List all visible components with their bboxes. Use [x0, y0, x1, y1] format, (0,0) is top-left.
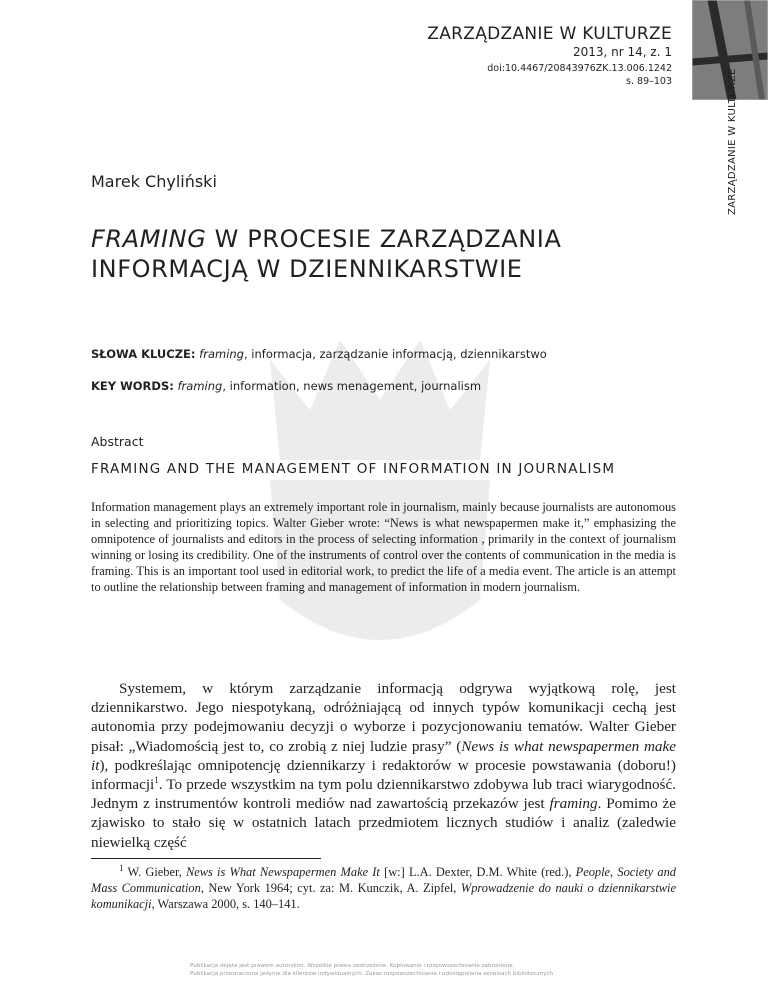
author-name: Marek Chyliński — [91, 172, 217, 191]
footnote-text-4: , Warszawa 2000, s. 140–141. — [151, 897, 300, 911]
journal-pages: s. 89–103 — [626, 76, 672, 87]
journal-issue: 2013, nr 14, z. 1 — [573, 45, 672, 59]
body-text-2: ), podkreślając omnipotencję dziennikarzy i redaktorów w procesie powstawania (doboru!) informacji — [91, 756, 676, 794]
body-italic-1: News is what newspapermen make it — [91, 737, 677, 774]
notice-line-1: Publikacja objęta jest prawem autorskim. Wszelkie prawa zastrzeżone. Kopiowanie i rozpowszechnianie zabronione. — [190, 963, 515, 969]
keywords-en — [91, 379, 691, 393]
abstract-heading: FRAMING AND THE MANAGEMENT OF INFORMATION IN JOURNALISM — [91, 461, 616, 477]
footnote-text-3: , New York 1964; cyt. za: M. Kunczik, A. Zipfel, — [200, 881, 461, 895]
body-text-4: . Pomimo że zjawisko to stało się w ostatnich latach przedmiotem licznych studiów i analiz (zaledwie niewielką część — [91, 795, 676, 851]
abstract-label: Abstract — [91, 434, 144, 449]
keywords-en-list: , information, news menagement, journalism — [222, 379, 482, 393]
footnote-number: 1 — [119, 862, 124, 873]
copyright-notice — [190, 962, 590, 978]
keywords-pl-italic: framing — [199, 347, 244, 361]
footnote-italic-2: People, Society and Mass Communication — [91, 865, 676, 895]
notice-line-2: Publikacja przeznaczona jedynie dla klientów indywidualnych. Zakaz rozpowszechniania i udostępniania serwisach bibliotecznych — [190, 971, 554, 977]
journal-doi: doi:10.4467/20843976ZK.13.006.1242 — [487, 63, 672, 74]
body-italic-2: framing — [549, 795, 598, 813]
title-italic-word: FRAMING — [91, 225, 207, 253]
body-text-1: Systemem, w którym zarządzanie informacją odgrywa wyjątkową rolę, jest dziennikarstwo. Jego niespotykaną, odróżniającą od innych typów komunikacji cechą jest autonomia przy podejmowaniu decyzji o wyborze i pozycjonowaniu tematów. Walter Gieber pisał: „Wiadomością jest to, co zrobią z niej ludzie prasy” ( — [91, 680, 676, 755]
footnote-ref: 1 — [154, 774, 159, 785]
abstract-text: Information management plays an extremely important role in journalism, mainly because journalists are autonomous in selecting and prioritizing topics. Walter Gieber wrote: “News is what newspapermen make it,” emphasizing the omnipotence of journalists and editors in the process of selecting information , primarily in the context of journalism winning or losing its credibility. One of the instruments of control over the contents of communication in the media is framing. This is an important tool used in editorial work, to predict the life of a media event. The article is an attempt to outline the relationship between framing and management of information in modern journalism. — [91, 500, 676, 594]
side-journal-label: ZARZĄDZANIE W KULTURZE — [727, 68, 738, 215]
footnote-text-1: W. Gieber, — [127, 865, 186, 879]
footnote-italic-1: News is What Newspapermen Make It — [185, 865, 380, 879]
footnote-italic-3: Wprowadzenie do nauki o dziennikarstwie komunikacji — [91, 881, 676, 911]
keywords-pl-list: , informacja, zarządzanie informacją, dziennikarstwo — [243, 347, 547, 361]
body-text-3: . To przede wszystkim na tym polu dziennikarstwo zdobywa lub traci wiarygodność. Jednym z instrumentów kontroli mediów nad zawartością przekazów jest — [91, 776, 676, 813]
title-line1-rest: W PROCESIE ZARZĄDZANIA — [206, 225, 562, 253]
keywords-pl — [91, 347, 691, 361]
footnote-text-2: [w:] L.A. Dexter, D.M. White (red.), — [379, 865, 576, 879]
keywords-en-label: KEY WORDS: — [91, 379, 174, 393]
body-paragraph — [91, 679, 676, 852]
journal-title: ZARZĄDZANIE W KULTURZE — [427, 24, 672, 44]
footnote — [91, 864, 676, 912]
keywords-en-italic: framing — [177, 379, 223, 393]
article-title — [91, 224, 651, 284]
keywords-pl-label: SŁOWA KLUCZE: — [91, 347, 196, 361]
title-line2: INFORMACJĄ W DZIENNIKARSTWIE — [91, 255, 523, 283]
footnote-divider — [91, 858, 321, 859]
